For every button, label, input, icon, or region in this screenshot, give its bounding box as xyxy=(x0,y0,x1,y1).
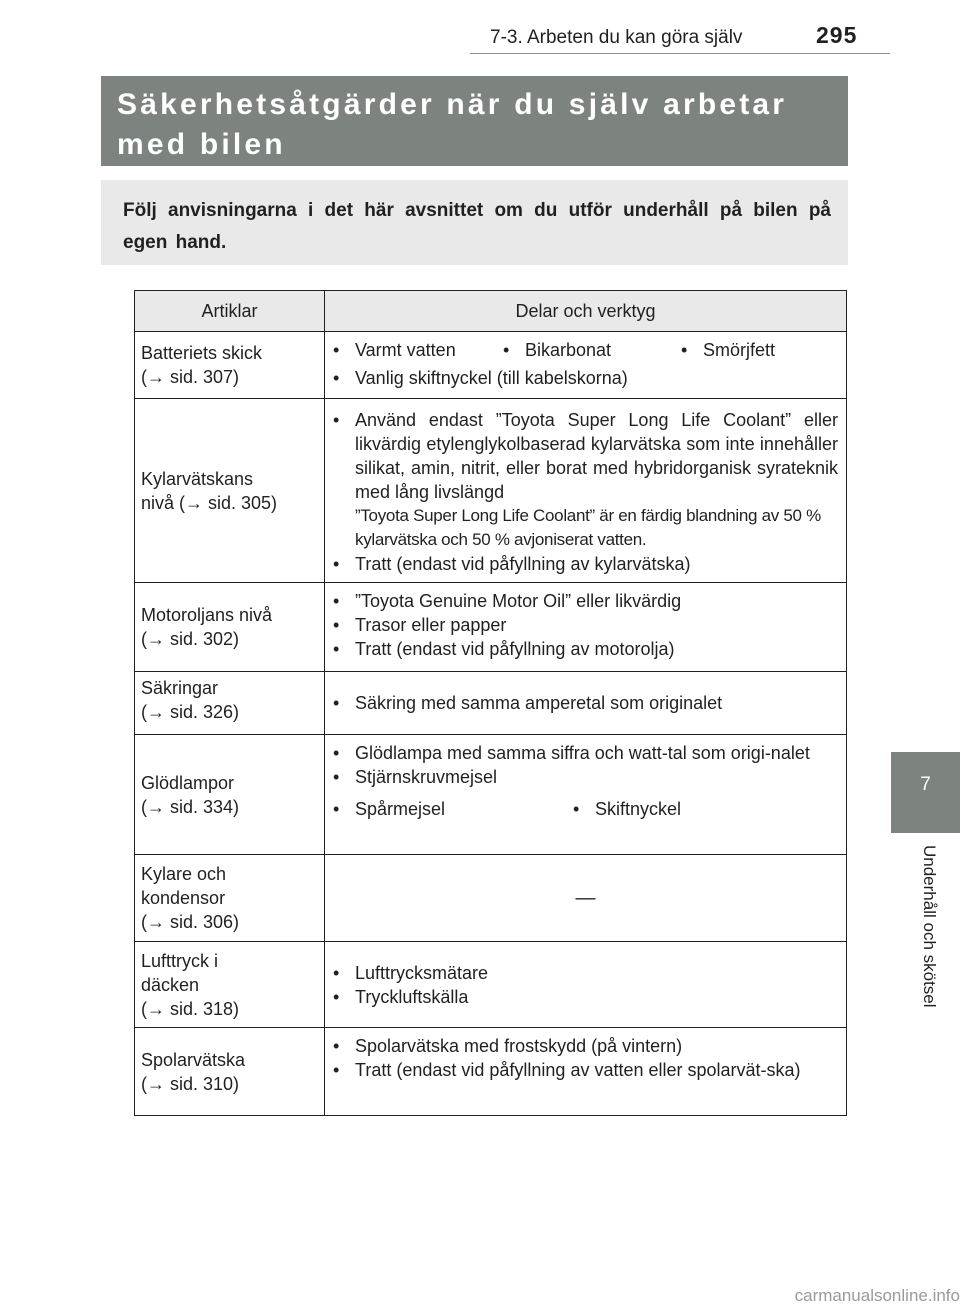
list-item: • Vanlig skiftnyckel (till kabelskorna) xyxy=(333,368,628,388)
header-articles: Artiklar xyxy=(135,291,325,332)
article-cell xyxy=(135,332,325,399)
article-cell xyxy=(135,672,325,735)
tools-cell xyxy=(325,332,847,399)
bullet-icon: • xyxy=(573,799,580,819)
tools-cell xyxy=(325,672,847,735)
list-item: • Säkring med samma amperetal som originalet xyxy=(333,693,723,713)
title-banner xyxy=(101,76,848,166)
bullet-icon: • xyxy=(333,591,340,611)
article-name: Batteriets skick xyxy=(141,343,263,363)
article-cell xyxy=(135,942,325,1028)
header-divider xyxy=(470,53,890,54)
article-ref: (→ sid. 318) xyxy=(141,998,240,1019)
article-ref: nivå (→ sid. 305) xyxy=(141,492,278,513)
table-row xyxy=(135,332,847,399)
bullet-icon: • xyxy=(333,1060,340,1080)
list-item: • Lufttrycksmätare xyxy=(333,962,489,983)
table-row xyxy=(135,672,847,735)
bullet-icon: • xyxy=(333,743,340,763)
list-item: • Tratt (endast vid påfyllning av kylarvätska) xyxy=(333,554,691,574)
bullet-icon: • xyxy=(333,615,340,635)
page-title: Säkerhetsåtgärder när du själv arbetar med bilen xyxy=(117,88,788,161)
bullet-icon: • xyxy=(333,693,340,713)
bullet-icon: • xyxy=(681,340,688,360)
bullet-icon: • xyxy=(333,962,340,983)
inline-items xyxy=(333,338,838,362)
bullet-icon: • xyxy=(333,410,340,430)
intro-box xyxy=(101,180,848,265)
article-ref: (→ sid. 302) xyxy=(141,629,240,649)
tools-cell xyxy=(325,583,847,672)
bullet-icon: • xyxy=(333,767,340,787)
table-row xyxy=(135,1028,847,1116)
list-item: • Spårmejsel xyxy=(333,799,446,819)
table-row xyxy=(135,583,847,672)
article-name: Motoroljans nivå xyxy=(141,605,273,625)
list-item: • ”Toyota Genuine Motor Oil” eller likvärdig xyxy=(333,591,682,611)
list-item: • Skiftnyckel xyxy=(573,799,682,819)
inline-items xyxy=(333,797,838,821)
list-item: • Tratt (endast vid påfyllning av vatten eller spolarvät-ska) xyxy=(333,1060,801,1080)
empty-dash: — xyxy=(575,886,596,909)
article-cell xyxy=(135,399,325,583)
article-cell xyxy=(135,855,325,942)
bullet-icon: • xyxy=(333,639,340,659)
table-header-row xyxy=(135,291,847,332)
article-name: Kylare och xyxy=(141,864,227,884)
chapter-number: 7 xyxy=(920,774,931,795)
coolant-note: ”Toyota Super Long Life Coolant” är en färdig blandning av 50 % kylarvätska och 50 % avjoniserat vatten. xyxy=(355,506,821,549)
article-name: Spolarvätska xyxy=(141,1049,246,1070)
list-item: • Tratt (endast vid påfyllning av motorolja) xyxy=(333,639,675,659)
page-number: 295 xyxy=(816,22,858,48)
tools-cell xyxy=(325,735,847,855)
article-ref: (→ sid. 310) xyxy=(141,1073,240,1094)
article-name: Glödlampor xyxy=(141,772,235,793)
chapter-label: Underhåll och skötsel xyxy=(920,845,939,1008)
footer-watermark: carmanualsonline.info xyxy=(794,1286,960,1305)
list-item: • Använd endast ”Toyota Super Long Life Coolant” eller likvärdig etylenglykolbaserad kylarvätska som inte innehåller silikat, amin, nitrit, eller borat med hybridorganisk syrateknik med lång livslängd xyxy=(333,410,838,502)
article-name-cont: kondensor xyxy=(141,888,226,908)
tools-cell xyxy=(325,399,847,583)
article-cell xyxy=(135,735,325,855)
list-item: • Stjärnskruvmejsel xyxy=(333,767,498,787)
bullet-icon: • xyxy=(503,340,510,360)
table-row xyxy=(135,399,847,583)
section-heading: 7-3. Arbeten du kan göra själv xyxy=(490,27,743,48)
list-item: • Glödlampa med samma siffra och watt-tal som origi-nalet xyxy=(333,743,810,763)
article-cell xyxy=(135,583,325,672)
list-item: • Tryckluftskälla xyxy=(333,986,469,1007)
table-row xyxy=(135,942,847,1028)
table-row xyxy=(135,855,847,942)
list-item: • Spolarvätska med frostskydd (på vintern) xyxy=(333,1036,683,1056)
article-name: Säkringar xyxy=(141,678,219,698)
bullet-icon: • xyxy=(333,554,340,574)
article-name-cont: däcken xyxy=(141,974,200,995)
intro-text: Följ anvisningarna i det här avsnittet om du utför underhåll på bilen på egen hand. xyxy=(123,200,831,253)
article-ref: (→ sid. 307) xyxy=(141,367,240,387)
header-parts-tools: Delar och verktyg xyxy=(325,291,847,332)
list-item: • Trasor eller papper xyxy=(333,615,507,635)
chapter-tab xyxy=(891,752,960,833)
article-name: Lufttryck i xyxy=(141,950,219,971)
article-ref: (→ sid. 306) xyxy=(141,912,240,932)
bullet-icon: • xyxy=(333,368,340,388)
bullet-icon: • xyxy=(333,986,340,1007)
bullet-icon: • xyxy=(333,799,340,819)
article-ref: (→ sid. 326) xyxy=(141,702,240,722)
list-item: • Smörjfett xyxy=(681,340,776,360)
list-item: • Varmt vatten xyxy=(333,340,456,360)
tools-cell xyxy=(325,1028,847,1116)
bullet-icon: • xyxy=(333,340,340,360)
bullet-icon: • xyxy=(333,1036,340,1056)
article-cell xyxy=(135,1028,325,1116)
table-row xyxy=(135,735,847,855)
article-name: Kylarvätskans xyxy=(141,468,254,489)
parts-table xyxy=(134,290,847,1116)
tools-cell xyxy=(325,942,847,1028)
tools-cell xyxy=(325,855,847,942)
list-item: • Bikarbonat xyxy=(503,340,612,360)
article-ref: (→ sid. 334) xyxy=(141,796,240,817)
